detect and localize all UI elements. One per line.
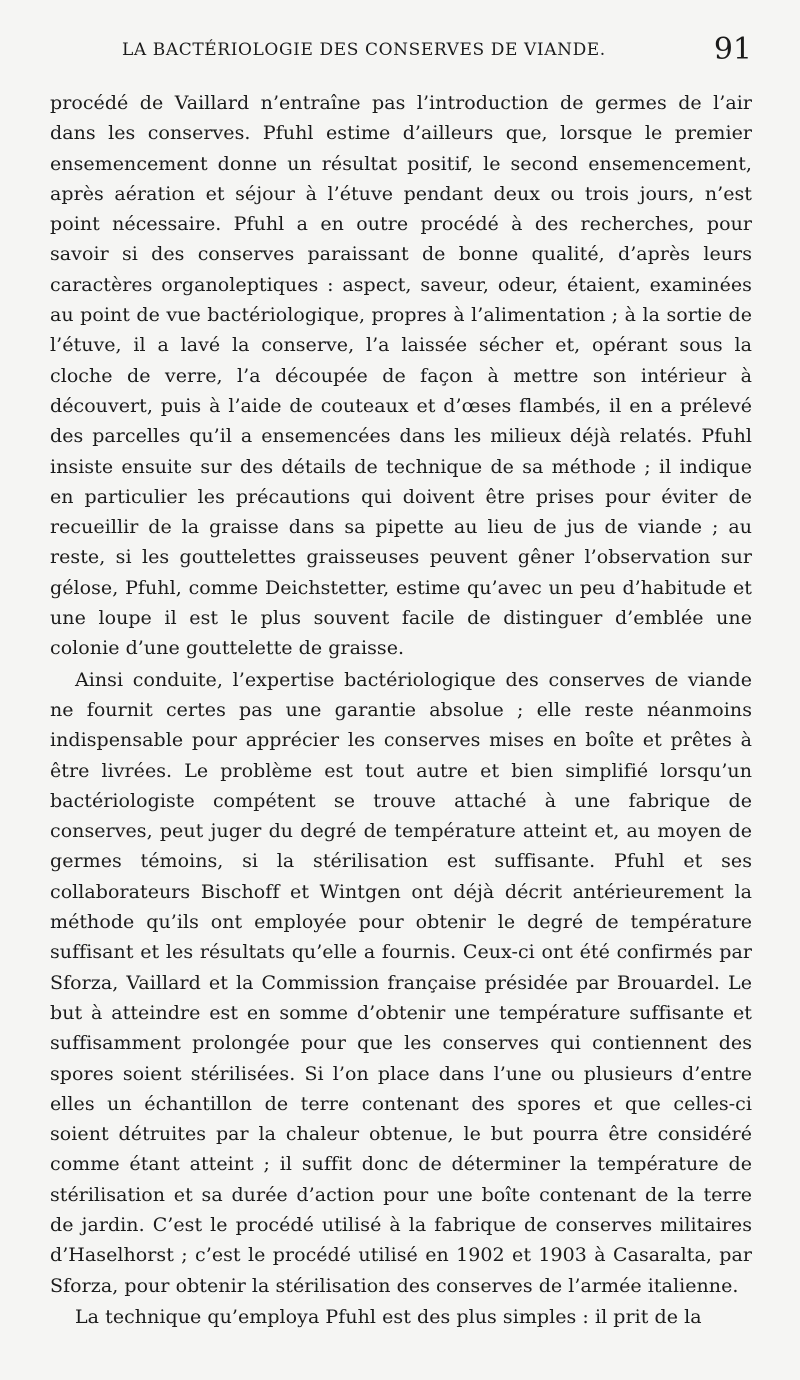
- body-text: [50, 88, 752, 1332]
- paragraph-3: La technique qu’employa Pfuhl est des plus simples : il prit de la: [75, 1305, 702, 1328]
- running-header: [50, 30, 752, 70]
- running-title: LA BACTÉRIOLOGIE DES CONSERVES DE VIANDE.: [122, 40, 606, 60]
- paragraph-2: Ainsi conduite, l’expertise bactériologique des conserves de viande ne fournit certes pas une garantie absolue ; elle reste néanmoins indispensable pour apprécier les conserves mises en boîte et prêtes à être livrées. Le problème est tout autre et bien simplifié lorsqu’un bactériologiste compétent se trouve attaché à une fabrique de conserves, peut juger du degré de température atteint et, au moyen de germes témoins, si la stérilisation est suffisante. Pfuhl et ses collaborateurs Bischoff et Wintgen ont déjà décrit antérieurement la méthode qu’ils ont employée pour obtenir le degré de température suffisant et les résultats qu’elle a fournis. Ceux-ci ont été confirmés par Sforza, Vaillard et la Commission française présidée par Brouardel. Le but à atteindre est en somme d’obtenir une température suffisante et suffisamment prolongée pour que les conserves qui contiennent des spores soient stérilisées. Si l’on place dans l’une ou plusieurs d’entre elles un échantillon de terre contenant des spores et que celles-ci soient détruites par la chaleur obtenue, le but pourra être considéré comme étant atteint ; il suffit donc de déterminer la température de stérilisation et sa durée d’action pour une boîte contenant de la terre de jardin. C’est le procédé utilisé à la fabrique de conserves militaires d’Haselhorst ; c’est le procédé utilisé en 1902 et 1903 à Casaralta, par Sforza, pour obtenir la stérilisation des conserves de l’armée italienne.: [50, 668, 752, 1297]
- page-number: 91: [713, 32, 752, 67]
- paragraph-1: procédé de Vaillard n’entraîne pas l’introduction de germes de l’air dans les conserves. Pfuhl estime d’ailleurs que, lorsque le premier ensemencement donne un résultat positif, le second ensemencement, après aération et séjour à l’étuve pendant deux ou trois jours, n’est point nécessaire. Pfuhl a en outre procédé à des recherches, pour savoir si des conserves paraissant de bonne qualité, d’après leurs caractères organoleptiques : aspect, saveur, odeur, étaient, examinées au point de vue bactériologique, propres à l’alimentation ; à la sortie de l’étuve, il a lavé la conserve, l’a laissée sécher et, opérant sous la cloche de verre, l’a découpée de façon à mettre son intérieur à découvert, puis à l’aide de couteaux et d’œses flambés, il en a prélevé des parcelles qu’il a ensemencées dans les milieux déjà relatés. Pfuhl insiste ensuite sur des détails de technique de sa méthode ; il indique en particulier les précautions qui doivent être prises pour éviter de recueillir de la graisse dans sa pipette au lieu de jus de viande ; au reste, si les gouttelettes graisseuses peuvent gêner l’observation sur gélose, Pfuhl, comme Deichstetter, estime qu’avec un peu d’habitude et une loupe il est le plus souvent facile de distinguer d’emblée une colonie d’une gouttelette de graisse.: [50, 92, 752, 660]
